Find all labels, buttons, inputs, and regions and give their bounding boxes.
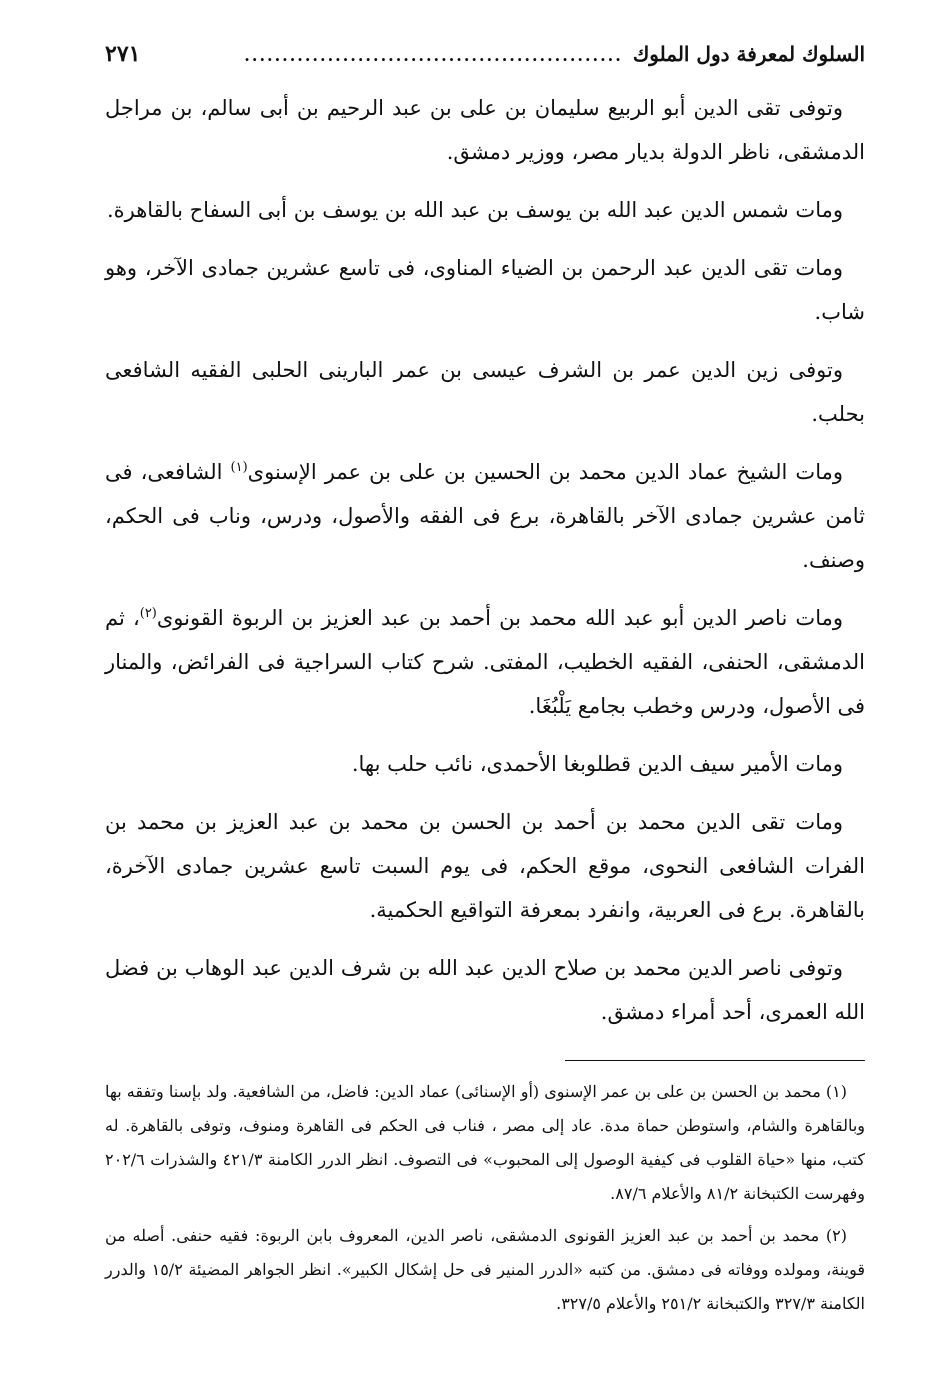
paragraph-1: وتوفى تقى الدين أبو الربيع سليمان بن على بن عبد الرحيم بن أبى سالم، بن مراجل الدمشقى، ناظر الدولة بديار مصر، ووزير دمشق. <box>105 96 865 164</box>
footnote-ref-2: (٢) <box>139 606 157 621</box>
paragraph-7: ومات الأمير سيف الدين قطلوبغا الأحمدى، نائب حلب بها. <box>351 752 843 776</box>
paragraph-9: وتوفى ناصر الدين محمد بن صلاح الدين عبد الله بن شرف الدين عبد الوهاب بن فضل الله العمرى، أحد أمراء دمشق. <box>105 956 865 1024</box>
footnote-divider <box>565 1060 865 1061</box>
running-title: السلوك لمعرفة دول الملوك <box>632 42 865 66</box>
page-number: ٢٧١ <box>105 41 141 67</box>
paragraph-6-text-end: ، ثم الدمشقى، الحنفى، الفقيه الخطيب، المفتى. شرح كتاب السراجية فى الفرائض، والمنار فى الأصول، ودرس وخطب بجامع يَلْبُغَا. <box>105 606 865 718</box>
header-leader-dots: .................................................. <box>244 46 623 65</box>
paragraph-8: ومات تقى الدين محمد بن أحمد بن الحسن بن محمد بن عبد العزيز بن محمد بن الفرات الشافعى النحوى، موقع الحكم، فى يوم السبت تاسع عشرين جمادى الآخرة، بالقاهرة. برع فى العربية، وانفرد بمعرفة التواقيع الحكمية. <box>105 810 865 922</box>
footnote-2: (٢) محمد بن أحمد بن عبد العزيز القونوى الدمشقى، ناصر الدين، المعروف بابن الربوة: فقيه حنفى. أصله من قوينة، ومولده ووفاته فى دمشق. من كتبه «الدرر المنير فى حل إشكال الكبير». انظر الجواهر المضيئة ١٥/٢ والدرر الكامنة ٣٢٧/٣ والكتبخانة ٢٥١/٢ والأعلام ٣٢٧/٥. <box>105 1226 866 1313</box>
paragraph-5-text-start: ومات الشيخ عماد الدين محمد بن الحسين بن على بن عمر الإسنوى <box>247 460 843 484</box>
paragraph-2: ومات شمس الدين عبد الله بن يوسف بن عبد الله بن يوسف بن أبى السفاح بالقاهرة. <box>106 198 843 222</box>
book-page <box>105 30 865 1329</box>
footnotes-section <box>105 1075 865 1321</box>
paragraph-3: ومات تقى الدين عبد الرحمن بن الضياء المناوى، فى تاسع عشرين جمادى الآخر، وهو شاب. <box>105 256 865 324</box>
footnote-1: (١) محمد بن الحسن بن على بن عمر الإسنوى (أو الإسنائى) عماد الدين: فاضل، من الشافعية. ولد بإسنا وتفقه بها وبالقاهرة والشام، واستوطن حماة مدة. عاد إلى مصر ، فناب فى الحكم فى القاهرة ومنوف، وتوفى بالقاهرة. له كتب، منها «حياة القلوب فى كيفية الوصول إلى المحبوب» فى التصوف. انظر الدرر الكامنة ٤٢١/٣ والشذرات ٢٠٢/٦ وفهرست الكتبخانة ٨١/٢ والأعلام ٨٧/٦. <box>105 1082 866 1203</box>
paragraph-6 <box>105 596 865 728</box>
paragraph-4: وتوفى زين الدين عمر بن الشرف عيسى بن عمر البارينى الحلبى الفقيه الشافعى بحلب. <box>105 358 865 426</box>
paragraph-6-text-start: ومات ناصر الدين أبو عبد الله محمد بن أحمد بن عبد العزيز بن الربوة القونوى <box>156 606 843 630</box>
paragraph-5-text-end: الشافعى، فى ثامن عشرين جمادى الآخر بالقاهرة، برع فى الفقه والأصول، ودرس، وناب فى الحكم، وصنف. <box>105 460 865 572</box>
main-text <box>105 86 865 1034</box>
running-header <box>105 30 865 78</box>
paragraph-5 <box>105 450 865 582</box>
footnote-ref-1: (١) <box>230 460 248 475</box>
